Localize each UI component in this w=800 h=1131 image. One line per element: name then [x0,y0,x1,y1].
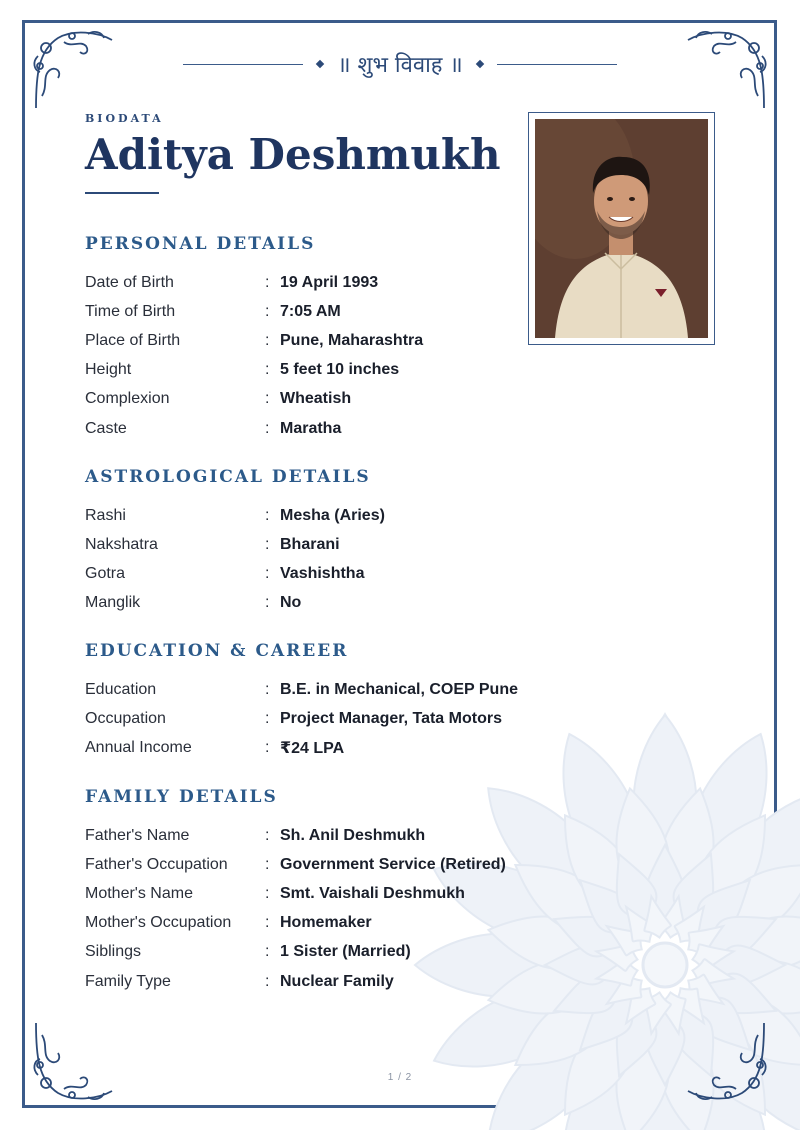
top-banner [180,48,620,80]
detail-key: Education [85,680,157,698]
detail-key: Height [85,361,132,379]
detail-separator: : [265,884,270,902]
detail-separator: : [265,680,270,698]
detail-key: Family Type [85,972,171,990]
banner-line-right [497,64,617,65]
detail-row [85,938,645,967]
detail-separator: : [265,826,270,844]
detail-row [85,297,645,326]
detail-value: Nuclear Family [280,972,394,990]
detail-value: 5 feet 10 inches [280,361,400,379]
detail-separator: : [265,709,270,727]
detail-value: Maratha [280,419,342,437]
detail-key: Father's Name [85,826,190,844]
detail-value: Government Service (Retired) [280,855,506,873]
detail-key: Gotra [85,564,126,582]
detail-key: Caste [85,419,127,437]
detail-key: Time of Birth [85,302,176,320]
detail-key: Siblings [85,943,142,961]
diamond-icon [475,60,483,68]
detail-key: Date of Birth [85,273,174,291]
detail-row [85,704,645,733]
detail-row [85,967,645,996]
personal-details-section [85,234,645,443]
diamond-icon [316,60,324,68]
detail-value: Smt. Vaishali Deshmukh [280,884,465,902]
detail-key: Nakshatra [85,535,158,553]
detail-separator: : [265,972,270,990]
detail-separator: : [265,943,270,961]
corner-flourish-icon [682,26,772,116]
detail-separator: : [265,331,270,349]
section-title: FAMILY DETAILS [85,787,278,807]
detail-key: Place of Birth [85,331,181,349]
detail-row [85,530,645,559]
section-title: EDUCATION & CAREER [85,641,349,661]
section-title: ASTROLOGICAL DETAILS [85,467,371,487]
family-details-section [85,787,645,996]
detail-separator: : [265,855,270,873]
detail-row [85,589,645,618]
detail-value: B.E. in Mechanical, COEP Pune [280,680,518,698]
education-career-section [85,641,645,763]
detail-key: Manglik [85,594,141,612]
detail-separator: : [265,914,270,932]
detail-row [85,675,645,704]
biodata-label: BIODATA [85,112,164,125]
detail-value: 1 Sister (Married) [280,943,411,961]
detail-row [85,909,645,938]
detail-separator: : [265,564,270,582]
detail-separator: : [265,738,270,756]
detail-key: Annual Income [85,738,192,756]
section-title: PERSONAL DETAILS [85,234,316,254]
detail-separator: : [265,273,270,291]
detail-key: Father's Occupation [85,855,228,873]
detail-row [85,821,645,850]
page-number: 1 / 2 [387,1072,413,1083]
detail-row [85,414,645,443]
detail-value: No [280,594,302,612]
detail-row [85,501,645,530]
detail-key: Mother's Name [85,884,193,902]
detail-value: Vashishtha [280,564,365,582]
name-underline [85,192,159,194]
corner-flourish-icon [682,1015,772,1105]
detail-key: Occupation [85,709,166,727]
detail-row [85,385,645,414]
detail-value: Homemaker [280,914,372,932]
detail-key: Rashi [85,506,126,524]
detail-value: Mesha (Aries) [280,506,385,524]
corner-flourish-icon [28,1015,118,1105]
detail-value: 19 April 1993 [280,273,379,291]
detail-separator: : [265,419,270,437]
astrological-details-section [85,467,645,618]
detail-value: Project Manager, Tata Motors [280,709,502,727]
detail-row [85,356,645,385]
detail-value: ₹24 LPA [280,739,345,757]
detail-value: Bharani [280,535,340,553]
detail-value: 7:05 AM [280,302,341,320]
banner-text: ॥ शुभ विवाह ॥ [337,53,463,78]
detail-row [85,879,645,908]
detail-key: Mother's Occupation [85,914,232,932]
detail-separator: : [265,361,270,379]
candidate-name: Aditya Deshmukh [85,130,501,179]
detail-separator: : [265,302,270,320]
banner-line-left [183,64,303,65]
detail-value: Pune, Maharashtra [280,331,424,349]
detail-separator: : [265,390,270,408]
detail-separator: : [265,506,270,524]
corner-flourish-icon [28,26,118,116]
detail-value: Sh. Anil Deshmukh [280,826,426,844]
detail-row [85,559,645,588]
detail-row [85,268,645,297]
detail-row [85,733,645,762]
detail-row [85,326,645,355]
detail-separator: : [265,594,270,612]
detail-value: Wheatish [280,390,352,408]
detail-key: Complexion [85,390,170,408]
detail-separator: : [265,535,270,553]
detail-row [85,850,645,879]
